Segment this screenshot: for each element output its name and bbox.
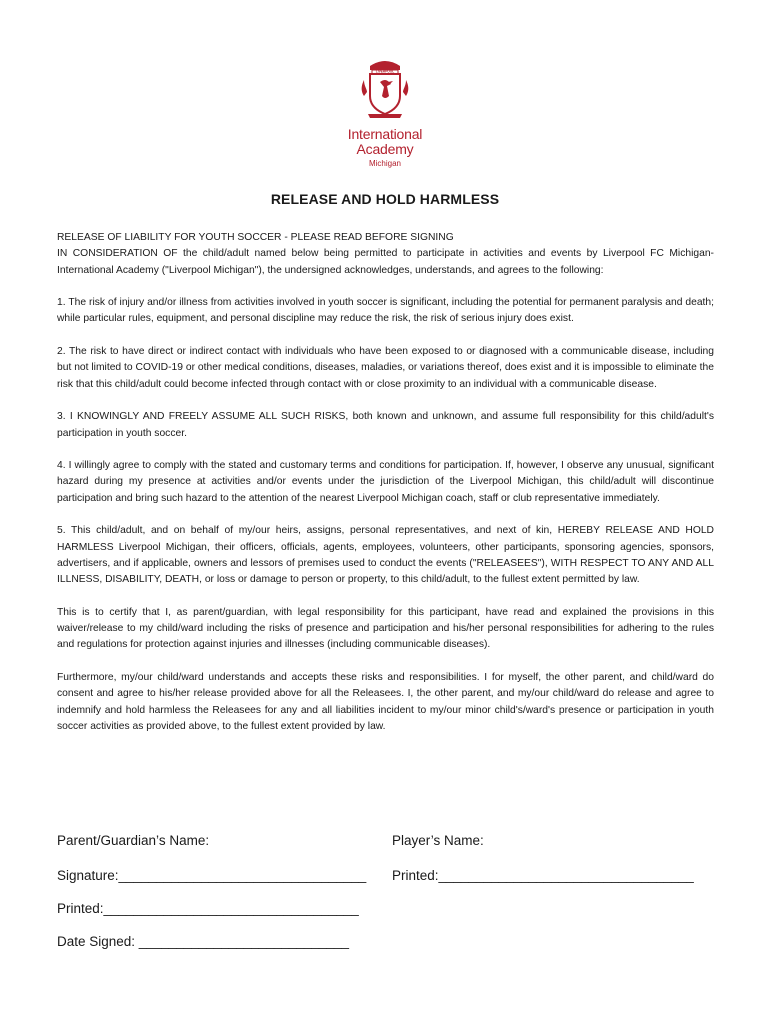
printed-name-field-left[interactable]: Printed:__________________________________ [57,901,359,916]
document-title: RELEASE AND HOLD HARMLESS [270,191,500,207]
parent-name-field[interactable]: Parent/Guardian’s Name: [57,833,210,848]
crest-text: LIVERPOOL [375,69,395,74]
intro-text: IN CONSIDERATION OF the child/adult named below being permitted to participate in activities and events by Liverpool FC Michigan- International Academy ("Liverpool Michigan"), the undersigned acknowledges, understands, and agrees to the following: [57,248,714,276]
certification-paragraph: This is to certify that I, as parent/guardian, with legal responsibility for this participant, have read and explained the provisions in this waiver/release to my child/ward including the risks of presence and participation and his/her personal responsibilities for adhering to the rules and regulations for protection against injuries and illnesses (including communicable diseases). [57,606,714,651]
paragraph-3: 3. I KNOWINGLY AND FREELY ASSUME ALL SUCH RISKS, both known and unknown, and assume full responsibility for this child/adult's participation in youth soccer. [57,411,714,439]
player-name-field[interactable]: Player’s Name: [392,833,484,848]
academy-line-3: Michigan [368,159,401,168]
academy-line-1: International [347,126,423,142]
paragraph-2: 2. The risk to have direct or indirect contact with individuals who have been exposed to or diagnosed with a communicable disease, including but not limited to COVID-19 or other medical conditions, diseases, maladies, or variations thereof, does exist and it is impossible to eliminate the risk that this child/adult could become infected through contact with or close proximity to an individual with a communicable disease. [57,346,714,390]
paragraph-5: 5. This child/adult, and on behalf of my/our heirs, assigns, personal representatives, and next of kin, HEREBY RELEASE AND HOLD HARMLESS Liverpool Michigan, their officers, officials, agents, employees, volunteers, other participants, sponsoring agencies, sponsors, advertisers, and if applicable, owners and lessors of premises used to conduct the events ("RELEASEES"), WITH RESPECT TO ANY AND ALL ILLNESS, DISABILITY, DEATH, or loss or damage to person or property, to this child/adult, to the fullest extent permitted by law. [57,525,714,586]
paragraph-1: 1. The risk of injury and/or illness from activities involved in youth soccer is significant, including the potential for permanent paralysis and death; while particular rules, equipment, and personal discipline may reduce the risk, the risk of serious injury does exist. [57,297,714,325]
academy-line-2: Academy [356,141,414,157]
paragraph-4: 4. I willingly agree to comply with the stated and customary terms and conditions for participation. If, however, I observe any unusual, significant hazard during my presence at activities and/or events under the jurisdiction of the Liverpool Michigan, this child/adult will discontinue participation and bring such hazard to the attention of the nearest Liverpool Michigan coach, staff or club representative immediately. [57,460,714,504]
printed-name-field-right[interactable]: Printed:__________________________________ [392,868,694,883]
intro-heading: RELEASE OF LIABILITY FOR YOUTH SOCCER - PLEASE READ BEFORE SIGNING [57,232,454,243]
release-body [57,230,714,752]
date-signed-field[interactable]: Date Signed: ____________________________ [57,934,350,949]
liverpool-crest-logo [358,56,412,120]
furthermore-paragraph: Furthermore, my/our child/ward understands and accepts these risks and responsibilities. I for myself, the other parent, and child/ward do consent and agree to his/her release provided above for all the Releasees. I, the other parent, and my/our child/ward do release and agree to indemnify and hold harmless the Releasees for any and all liabilities incident to my/our minor child's/ward's presence or participation in youth soccer activities as provided above, to the fullest extent provided by law. [57,672,714,732]
academy-wordmark [320,127,450,169]
signature-field[interactable]: Signature:_________________________________ [57,868,367,883]
